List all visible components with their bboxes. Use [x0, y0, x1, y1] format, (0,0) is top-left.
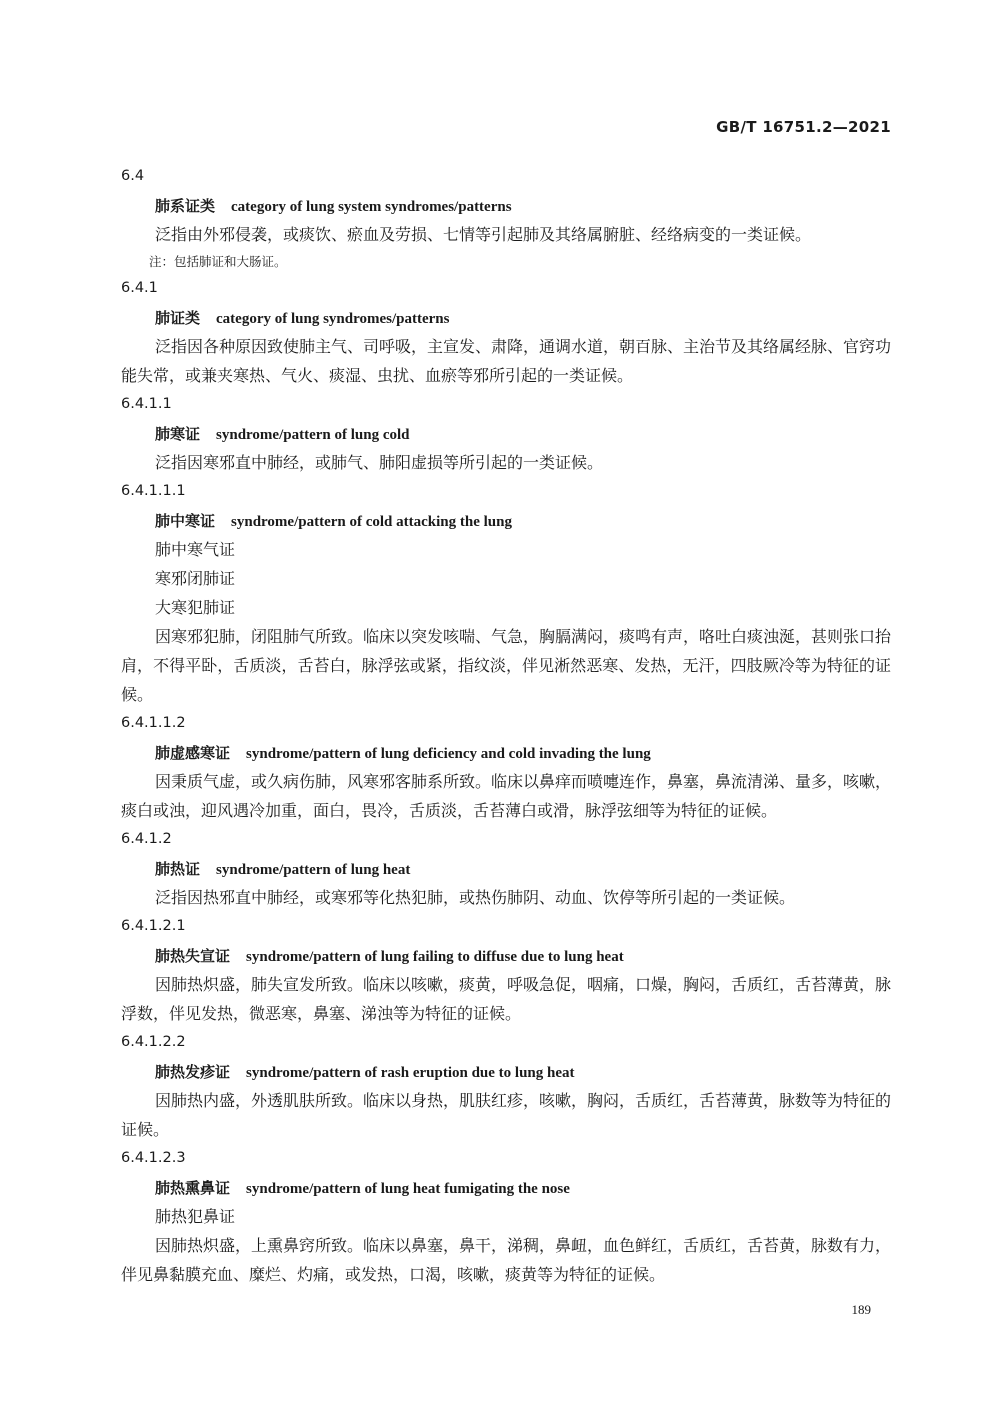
entry — [121, 1028, 891, 1144]
note: 注：包括肺证和大肠证。 — [149, 254, 287, 269]
definition: 因肺热炽盛，肺失宣发所致。临床以咳嗽，痰黄，呼吸急促，咽痛，口燥，胸闷，舌质红，舌苔薄黄，脉浮数，伴见发热，微恶寒，鼻塞、涕浊等为特征的证候。 — [121, 975, 892, 1023]
term-english: syndrome/pattern of rash eruption due to lung heat — [246, 1065, 575, 1081]
standard-number: GB/T 16751.2—2021 — [716, 118, 891, 136]
term-chinese: 肺热发疹证 — [155, 1063, 231, 1081]
entry-term — [121, 738, 891, 767]
term-chinese: 肺证类 — [155, 309, 201, 327]
entry-number: 6.4.1.2.1 — [121, 918, 186, 934]
definition: 因肺热内盛，外透肌肤所致。临床以身热，肌肤红疹，咳嗽，胸闷，舌质红，舌苔薄黄，脉数等为特征的证候。 — [121, 1091, 892, 1139]
definition: 泛指因各种原因致使肺主气、司呼吸，主宣发、肃降，通调水道，朝百脉、主治节及其络属经脉、官窍功能失常，或兼夹寒热、气火、痰湿、虫扰、血瘀等邪所引起的一类证候。 — [121, 337, 892, 385]
entry — [121, 274, 891, 390]
definition: 泛指因热邪直中肺经，或寒邪等化热犯肺，或热伤肺阴、动血、饮停等所引起的一类证候。 — [155, 888, 796, 907]
term-chinese: 肺热失宣证 — [155, 947, 231, 965]
entry-number: 6.4.1.1.2 — [121, 715, 186, 731]
entry — [121, 912, 891, 1028]
entry-number: 6.4.1 — [121, 280, 158, 296]
synonym: 寒邪闭肺证 — [155, 569, 236, 588]
definition: 泛指由外邪侵袭，或痰饮、瘀血及劳损、七情等引起肺及其络属腑脏、经络病变的一类证候。 — [155, 225, 812, 244]
term-english: syndrome/pattern of lung cold — [216, 427, 410, 443]
definition: 因肺热炽盛，上熏鼻窍所致。临床以鼻塞，鼻干，涕稠，鼻衄，血色鲜红，舌质红，舌苔黄，脉数有力，伴见鼻黏膜充血、糜烂、灼痛，或发热，口渴，咳嗽，痰黄等为特征的证候。 — [121, 1236, 892, 1284]
synonym: 肺中寒气证 — [155, 540, 236, 559]
entry-number: 6.4.1.2.3 — [121, 1150, 186, 1166]
term-english: syndrome/pattern of lung heat fumigating the nose — [246, 1181, 570, 1197]
entry — [121, 162, 891, 274]
term-chinese: 肺热熏鼻证 — [155, 1179, 231, 1197]
term-english: syndrome/pattern of lung heat — [216, 862, 411, 878]
entry — [121, 709, 891, 825]
entry — [121, 825, 891, 912]
term-english: category of lung syndromes/patterns — [216, 311, 450, 327]
term-chinese: 肺中寒证 — [155, 512, 216, 530]
term-chinese: 肺系证类 — [155, 197, 216, 215]
definition: 因寒邪犯肺，闭阻肺气所致。临床以突发咳喘、气急，胸膈满闷，痰鸣有声，咯吐白痰浊涎，甚则张口抬肩，不得平卧，舌质淡，舌苔白，脉浮弦或紧，指纹淡，伴见淅然恶寒、发热，无汗，四肢厥冷等为特征的证候。 — [121, 627, 892, 704]
term-chinese: 肺热证 — [155, 860, 201, 878]
term-english: syndrome/pattern of lung deficiency and cold invading the lung — [246, 746, 651, 762]
term-chinese: 肺虚感寒证 — [155, 744, 231, 762]
entry-number: 6.4.1.2 — [121, 831, 172, 847]
entry — [121, 477, 891, 709]
entry — [121, 390, 891, 477]
page-number: 189 — [851, 1302, 871, 1317]
entry-term — [121, 1173, 891, 1202]
term-english: syndrome/pattern of cold attacking the lung — [231, 514, 512, 530]
entry-term — [121, 506, 891, 535]
entry-number: 6.4.1.1.1 — [121, 483, 186, 499]
synonym: 大寒犯肺证 — [155, 598, 236, 617]
entry-number: 6.4.1.2.2 — [121, 1034, 186, 1050]
entry-term — [121, 191, 891, 220]
synonym: 肺热犯鼻证 — [155, 1207, 236, 1226]
entry — [121, 1144, 891, 1289]
term-chinese: 肺寒证 — [155, 425, 201, 443]
document-body — [121, 162, 891, 1289]
term-english: category of lung system syndromes/patterns — [231, 199, 512, 215]
definition: 因秉质气虚，或久病伤肺，风寒邪客肺系所致。临床以鼻痒而喷嚏连作，鼻塞，鼻流清涕、量多，咳嗽，痰白或浊，迎风遇冷加重，面白，畏冷，舌质淡，舌苔薄白或滑，脉浮弦细等为特征的证候。 — [121, 772, 892, 820]
entry-number: 6.4 — [121, 168, 145, 184]
entry-number: 6.4.1.1 — [121, 396, 172, 412]
entry-term — [121, 941, 891, 970]
definition: 泛指因寒邪直中肺经，或肺气、肺阳虚损等所引起的一类证候。 — [155, 453, 604, 472]
entry-term — [121, 303, 891, 332]
entry-term — [121, 419, 891, 448]
entry-term — [121, 1057, 891, 1086]
term-english: syndrome/pattern of lung failing to diffuse due to lung heat — [246, 949, 624, 965]
entry-term — [121, 854, 891, 883]
